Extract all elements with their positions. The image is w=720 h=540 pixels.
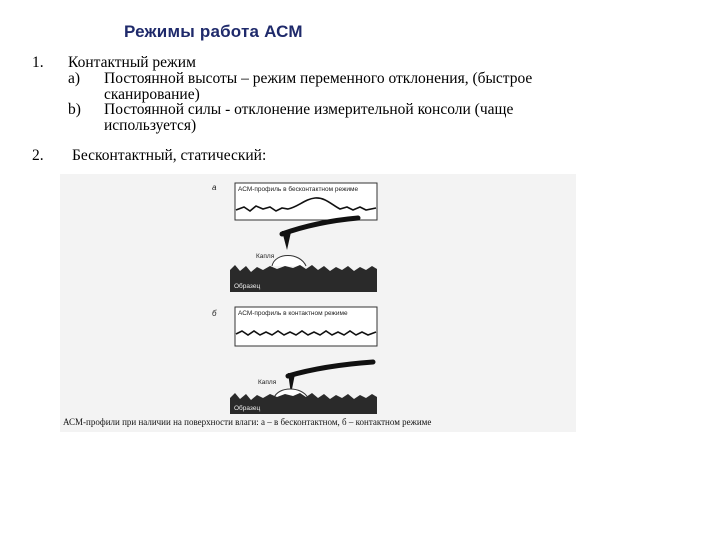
- item-2-number: 2.: [32, 147, 44, 164]
- panel-a-letter: а: [212, 183, 217, 192]
- item-2-text: Бесконтактный, статический:: [72, 147, 267, 164]
- slide-title: Режимы работа АСМ: [124, 22, 303, 41]
- subitem-b-marker: b): [68, 101, 81, 118]
- panel-b-drop-label: Капля: [258, 379, 277, 386]
- panel-a-profile-label: АСМ-профиль в бесконтактном режиме: [238, 186, 359, 193]
- panel-b-letter: б: [212, 309, 217, 318]
- subitem-b-line-2: используется): [104, 117, 197, 134]
- item-1-number: 1.: [32, 54, 44, 71]
- panel-a-drop-label: Капля: [256, 253, 275, 260]
- subitem-a-marker: a): [68, 70, 81, 87]
- afm-profiles-figure: [60, 174, 576, 432]
- panel-a-sample-label: Образец: [234, 283, 261, 290]
- item-1-text: Контактный режим: [68, 54, 196, 71]
- subitem-b-line-1: Постоянной силы - отклонение измерительной консоли (чаще: [104, 101, 514, 118]
- panel-b-sample-label: Образец: [234, 405, 261, 412]
- subitem-a-line-1: Постоянной высоты – режим переменного отклонения, (быстрое: [104, 70, 533, 87]
- figure-caption: АСМ-профили при наличии на поверхности влаги: а – в бесконтактном, б – контактном режиме: [63, 417, 432, 427]
- subitem-a-line-2: сканирование): [104, 86, 200, 103]
- panel-b-profile-label: АСМ-профиль в контактном режиме: [238, 310, 348, 317]
